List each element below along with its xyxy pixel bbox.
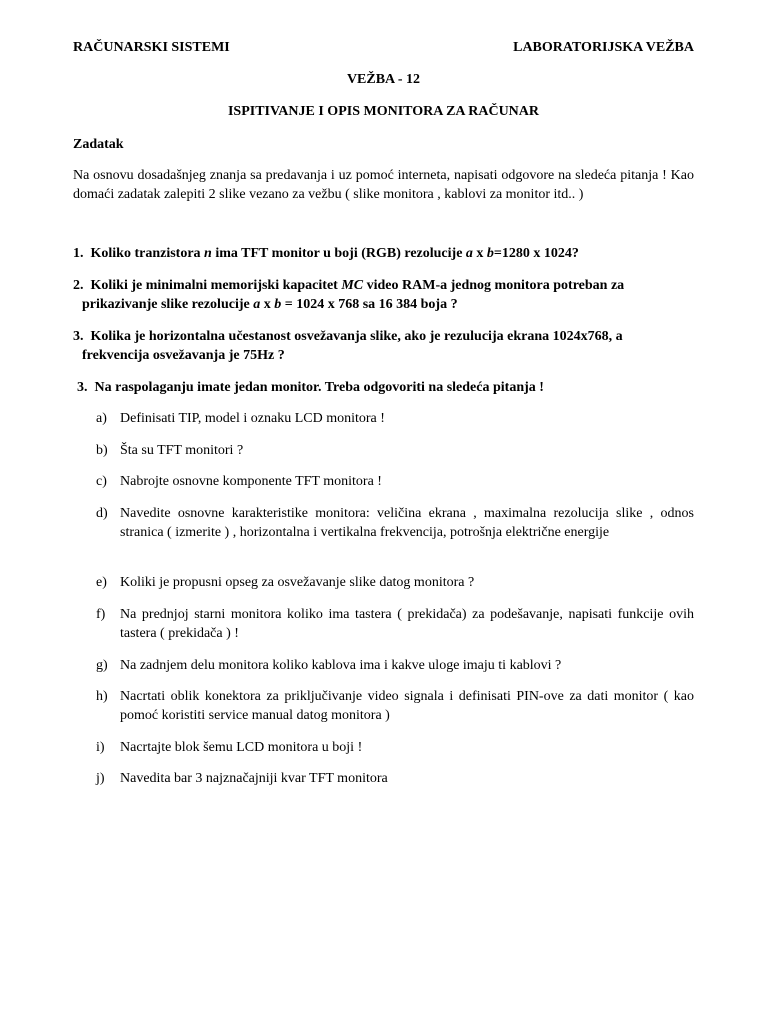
task-text: Na osnovu dosadašnjeg znanja sa predavanja i uz pomoć interneta, napisati odgovore na sledeća pitanja ! Kao domaći zadatak zalepiti 2 slike vezano za vežbu ( slike monitora , kablovi za monitor itd.. ) (73, 168, 694, 202)
question-2 (73, 276, 694, 314)
list-item (96, 409, 694, 428)
list-item (96, 605, 694, 643)
list-item (96, 504, 694, 542)
question-text: =1280 x 1024? (493, 246, 579, 261)
question-text: = 1024 x 768 sa 16 384 boja ? (281, 297, 458, 312)
header-course: RAČUNARSKI SISTEMI (73, 40, 230, 55)
question-number: 1. (73, 246, 84, 261)
question-4 (77, 378, 698, 397)
exercise-number: VEŽBA - 12 (346, 72, 421, 87)
list-item (96, 656, 694, 675)
list-item (96, 573, 694, 592)
question-text: frekvencija osvežavanja je 75Hz ? (82, 348, 285, 363)
question-text: Koliko tranzistora (90, 246, 205, 261)
item-letter: c) (96, 474, 107, 489)
item-text: Nabrojte osnovne komponente TFT monitora ! (120, 474, 382, 489)
list-item (96, 738, 694, 757)
item-letter: j) (96, 771, 105, 786)
item-letter: h) (96, 689, 108, 704)
item-letter: g) (96, 658, 108, 673)
question-var: MC (341, 278, 364, 293)
question-text: Kolika je horizontalna učestanost osvežavanja slike, ako je rezulucija ekrana 1024x768, a (90, 329, 623, 344)
item-text: Nacrtati oblik konektora za priključivanje video signala i definisati PIN-ove za dati monitor ( kao pomoć koristiti service manual datog monitora ) (120, 689, 694, 723)
question-number: 3. (77, 380, 88, 395)
question-text: x (260, 297, 275, 312)
question-text: prikazivanje slike rezolucije (82, 297, 254, 312)
list-item (96, 687, 694, 725)
item-letter: b) (96, 443, 108, 458)
document-title: ISPITIVANJE I OPIS MONITORA ZA RAČUNAR (227, 104, 540, 119)
question-var: b (486, 246, 494, 261)
question-text: video RAM-a jednog monitora potreban za (363, 278, 625, 293)
question-var: a (465, 246, 473, 261)
item-letter: i) (96, 740, 105, 755)
question-text: Koliki je minimalni memorijski kapacitet (90, 278, 342, 293)
question-text: x (472, 246, 487, 261)
question-text: ima TFT monitor u boji (RGB) rezolucije (211, 246, 466, 261)
item-letter: f) (96, 607, 106, 622)
list-item (96, 472, 694, 491)
question-3 (73, 327, 694, 365)
item-text: Nacrtajte blok šemu LCD monitora u boji ! (120, 740, 363, 755)
item-text: Navedita bar 3 najznačajniji kvar TFT monitora (120, 771, 388, 786)
item-text: Koliki je propusni opseg za osvežavanje slike datog monitora ? (120, 575, 475, 590)
question-var: b (274, 297, 282, 312)
task-heading: Zadatak (73, 137, 124, 152)
question-text: Na raspolaganju imate jedan monitor. Treba odgovoriti na sledeća pitanja ! (94, 380, 544, 395)
item-text: Šta su TFT monitori ? (120, 443, 244, 458)
question-number: 2. (73, 278, 84, 293)
item-text: Na zadnjem delu monitora koliko kablova ima i kakve uloge imaju ti kablovi ? (120, 658, 562, 673)
question-var: a (253, 297, 261, 312)
question-number: 3. (73, 329, 84, 344)
question-var: n (204, 246, 212, 261)
item-text: Navedite osnovne karakteristike monitora: veličina ekrana , maximalna rezolucija slike , odnos stranica ( izmerite ) , horizontalna i vertikalna frekvencija, potrošnja električne energije (120, 506, 694, 540)
item-letter: e) (96, 575, 107, 590)
item-letter: d) (96, 506, 108, 521)
item-letter: a) (96, 411, 107, 426)
question-1 (73, 244, 694, 263)
header-lab: LABORATORIJSKA VEŽBA (513, 40, 694, 55)
item-text: Definisati TIP, model i oznaku LCD monitora ! (120, 411, 385, 426)
list-item (96, 441, 694, 460)
list-item (96, 769, 694, 788)
item-text: Na prednjoj starni monitora koliko ima tastera ( prekidača) za podešavanje, napisati funkcije ovih tastera ( prekidača ) ! (120, 607, 694, 641)
